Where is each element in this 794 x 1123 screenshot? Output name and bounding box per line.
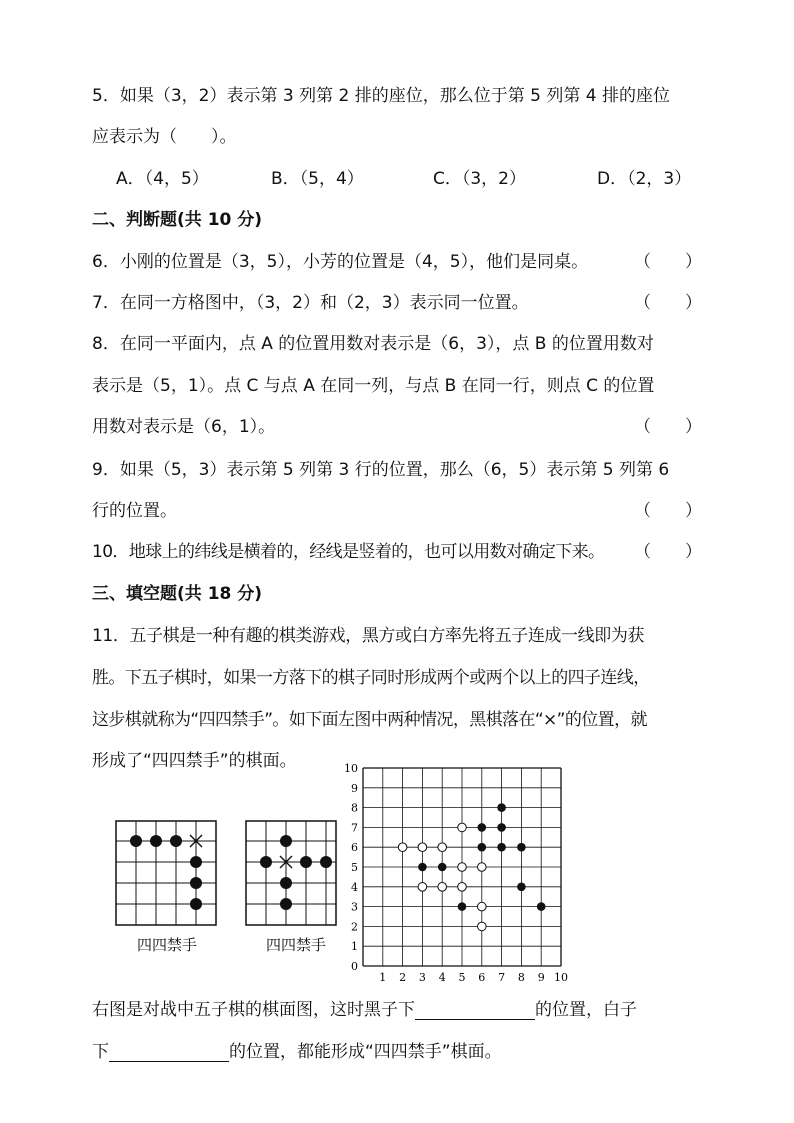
q5-line2: 应表示为（ ）。 <box>92 127 237 147</box>
black-stone <box>537 902 546 911</box>
white-stone <box>458 883 467 892</box>
board-y-tick: 5 <box>351 861 358 874</box>
white-stone <box>418 883 427 892</box>
board-y-tick: 0 <box>351 960 358 973</box>
white-stone <box>398 843 407 852</box>
example2-grid <box>246 821 336 925</box>
board-y-tick: 10 <box>344 762 358 775</box>
board-y-tick: 1 <box>351 940 358 954</box>
black-stone <box>478 843 487 852</box>
q11-after2a: 下 <box>92 1042 109 1062</box>
board-y-tick: 7 <box>351 821 358 835</box>
q11-after2b: 的位置，都能形成“四四禁手”棋面。 <box>229 1042 502 1062</box>
black-stone <box>497 803 506 812</box>
q8-line2: 表示是（5，1）。点 C 与点 A 在同一列，与点 B 在同一行，则点 C 的位置 <box>92 376 655 396</box>
white-stone <box>478 902 487 911</box>
white-stone <box>458 863 467 872</box>
q10-answer-paren[interactable]: （ ） <box>634 542 702 562</box>
board-x-tick: 1 <box>379 971 387 984</box>
q5-option-a[interactable]: A．（4，5） <box>116 169 209 189</box>
board-x-tick: 2 <box>399 971 407 984</box>
q8-line3: 用数对表示是（6，1）。 <box>92 417 276 437</box>
q5-option-d[interactable]: D．（2，3） <box>597 169 692 189</box>
board-x-tick: 3 <box>418 971 426 984</box>
q6-text: 6．小刚的位置是（3，5），小芳的位置是（4，5），他们是同桌。 <box>92 252 589 272</box>
black-stone <box>517 843 526 852</box>
q11-line2: 胜。下五子棋时，如果一方落下的棋子同时形成两个或两个以上的四子连线， <box>92 668 650 688</box>
board-x-tick: 7 <box>498 971 506 984</box>
q5-line1: 5．如果（3，2）表示第 3 列第 2 排的座位，那么位于第 5 列第 4 排的座位 <box>92 86 670 106</box>
board-x-tick: 6 <box>478 971 486 984</box>
q11-line1: 11．五子棋是一种有趣的棋类游戏，黑方或白方率先将五子连成一线即为获 <box>92 626 645 646</box>
board-axis-labels <box>344 762 568 984</box>
q8-answer-paren[interactable]: （ ） <box>634 417 702 437</box>
example2-stones <box>260 835 332 910</box>
black-answer-blank[interactable] <box>415 1001 535 1020</box>
q11-after1a: 右图是对战中五子棋的棋面图，这时黑子下 <box>92 1000 415 1020</box>
white-stone <box>458 823 467 832</box>
board-x-tick: 9 <box>537 971 545 984</box>
board-x-tick: 4 <box>438 971 446 984</box>
board-x-tick: 8 <box>517 971 525 984</box>
board-y-tick: 8 <box>351 801 358 815</box>
q11-line3: 这步棋就称为“四四禁手”。如下面左图中两种情况，黑棋落在“×”的位置，就 <box>92 710 647 730</box>
section2-title: 二、判断题(共 10 分) <box>92 210 263 230</box>
black-stone <box>478 823 487 832</box>
q5-option-b[interactable]: B．（5，4） <box>271 169 364 189</box>
black-stone <box>458 902 467 911</box>
white-stone <box>478 922 487 931</box>
board-y-tick: 9 <box>351 781 358 795</box>
board-y-tick: 3 <box>351 900 358 914</box>
board-x-tick: 10 <box>554 971 568 984</box>
board-y-tick: 6 <box>351 841 358 855</box>
q7-answer-paren[interactable]: （ ） <box>634 293 702 313</box>
q9-answer-paren[interactable]: （ ） <box>634 501 702 521</box>
q10-text: 10．地球上的纬线是横着的，经线是竖着的，也可以用数对确定下来。 <box>92 542 605 562</box>
white-stone <box>418 843 427 852</box>
board-x-tick: 5 <box>458 971 466 984</box>
q6-answer-paren[interactable]: （ ） <box>634 252 702 272</box>
q11-line4: 形成了“四四禁手”的棋面。 <box>92 751 297 771</box>
white-stone <box>478 863 487 872</box>
board-y-tick: 4 <box>351 880 358 894</box>
example2-caption: 四四禁手 <box>266 936 327 954</box>
section3-title: 三、填空题(共 18 分) <box>92 584 263 604</box>
q7-text: 7．在同一方格图中，（3，2）和（2，3）表示同一位置。 <box>92 293 529 313</box>
black-stone <box>517 883 526 892</box>
white-answer-blank[interactable] <box>109 1043 229 1062</box>
q11-after1b: 的位置，白子 <box>535 1000 637 1020</box>
black-stone <box>497 823 506 832</box>
black-stone <box>497 843 506 852</box>
white-stone <box>438 843 447 852</box>
gomoku-board <box>340 762 580 990</box>
q5-option-c[interactable]: C．（3，2） <box>433 169 527 189</box>
q11-after-line1 <box>92 1000 637 1020</box>
q8-line1: 8．在同一平面内，点 A 的位置用数对表示是（6，3），点 B 的位置用数对 <box>92 334 654 354</box>
black-stone <box>438 863 447 872</box>
q9-line2: 行的位置。 <box>92 501 177 521</box>
example1-caption: 四四禁手 <box>137 936 198 954</box>
board-y-tick: 2 <box>351 920 358 934</box>
q9-line1: 9．如果（5，3）表示第 5 列第 3 行的位置，那么（6，5）表示第 5 列第 6 <box>92 460 670 480</box>
white-stone <box>438 883 447 892</box>
black-stone <box>418 863 427 872</box>
q11-after-line2 <box>92 1042 502 1062</box>
